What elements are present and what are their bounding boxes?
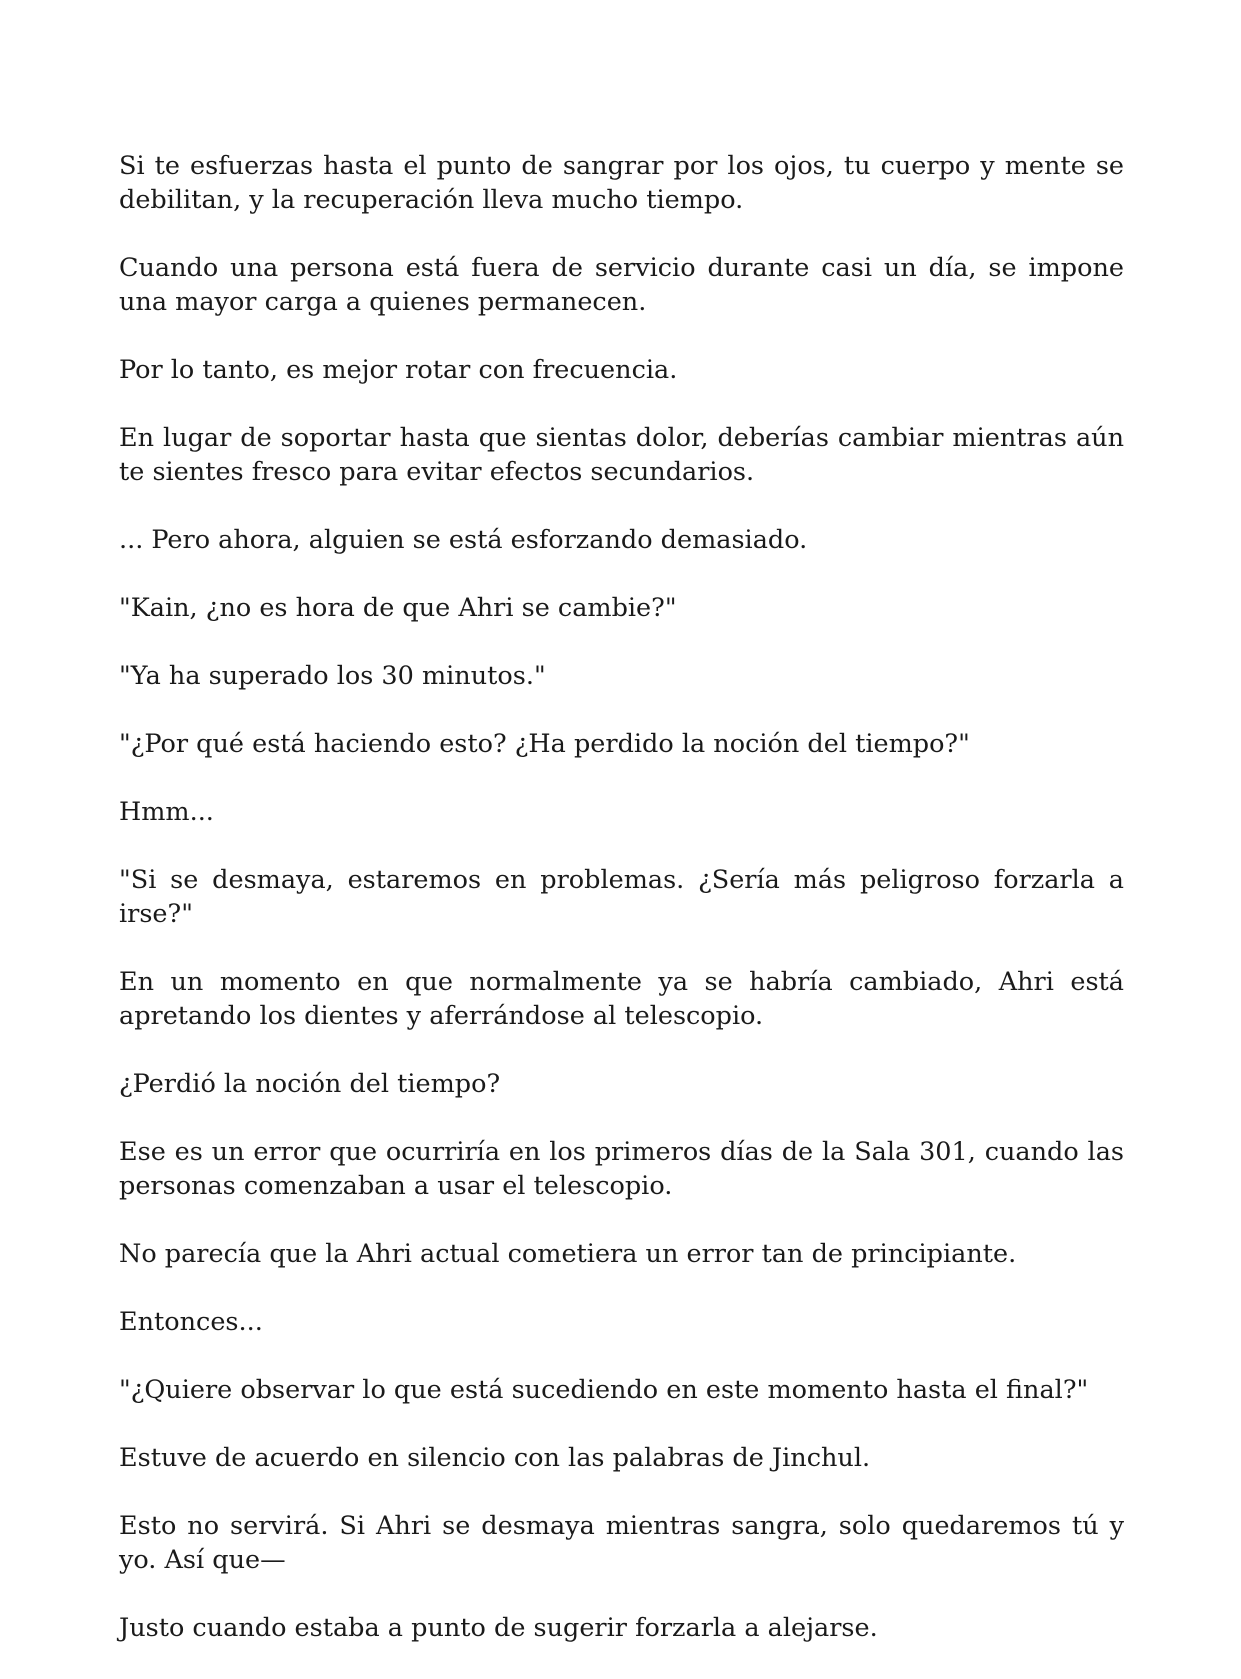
paragraph: ... Pero ahora, alguien se está esforzando demasiado.: [119, 525, 808, 555]
paragraph: "¿Por qué está haciendo esto? ¿Ha perdido la noción del tiempo?": [119, 729, 970, 759]
paragraph: En un momento en que normalmente ya se habría cambiado, Ahri está apretando los dientes y aferrándose al telescopio.: [119, 967, 1124, 1031]
paragraph: Hmm...: [119, 797, 214, 827]
paragraph: "Kain, ¿no es hora de que Ahri se cambie?": [119, 593, 677, 623]
paragraph: Ese es un error que ocurriría en los primeros días de la Sala 301, cuando las personas comenzaban a usar el telescopio.: [119, 1137, 1124, 1201]
paragraph: Si te esfuerzas hasta el punto de sangrar por los ojos, tu cuerpo y mente se debilitan, y la recuperación lleva mucho tiempo.: [119, 151, 1124, 215]
paragraph: Estuve de acuerdo en silencio con las palabras de Jinchul.: [119, 1443, 871, 1473]
paragraph: Por lo tanto, es mejor rotar con frecuencia.: [119, 355, 678, 385]
paragraph: "¿Quiere observar lo que está sucediendo en este momento hasta el final?": [119, 1375, 1089, 1405]
paragraph: Justo cuando estaba a punto de sugerir forzarla a alejarse.: [119, 1613, 878, 1643]
paragraph: Entonces...: [119, 1307, 263, 1337]
document-body: [119, 149, 1124, 1679]
paragraph: "Ya ha superado los 30 minutos.": [119, 661, 546, 691]
paragraph: No parecía que la Ahri actual cometiera un error tan de principiante.: [119, 1239, 1017, 1269]
paragraph: Esto no servirá. Si Ahri se desmaya mientras sangra, solo quedaremos tú y yo. Así que—: [119, 1511, 1124, 1575]
paragraph: "Si se desmaya, estaremos en problemas. ¿Sería más peligroso forzarla a irse?": [119, 865, 1124, 929]
paragraph: Cuando una persona está fuera de servicio durante casi un día, se impone una mayor carga a quienes permanecen.: [119, 253, 1124, 317]
paragraph: ¿Perdió la noción del tiempo?: [119, 1069, 501, 1099]
paragraph: En lugar de soportar hasta que sientas dolor, deberías cambiar mientras aún te sientes fresco para evitar efectos secundarios.: [119, 423, 1124, 487]
